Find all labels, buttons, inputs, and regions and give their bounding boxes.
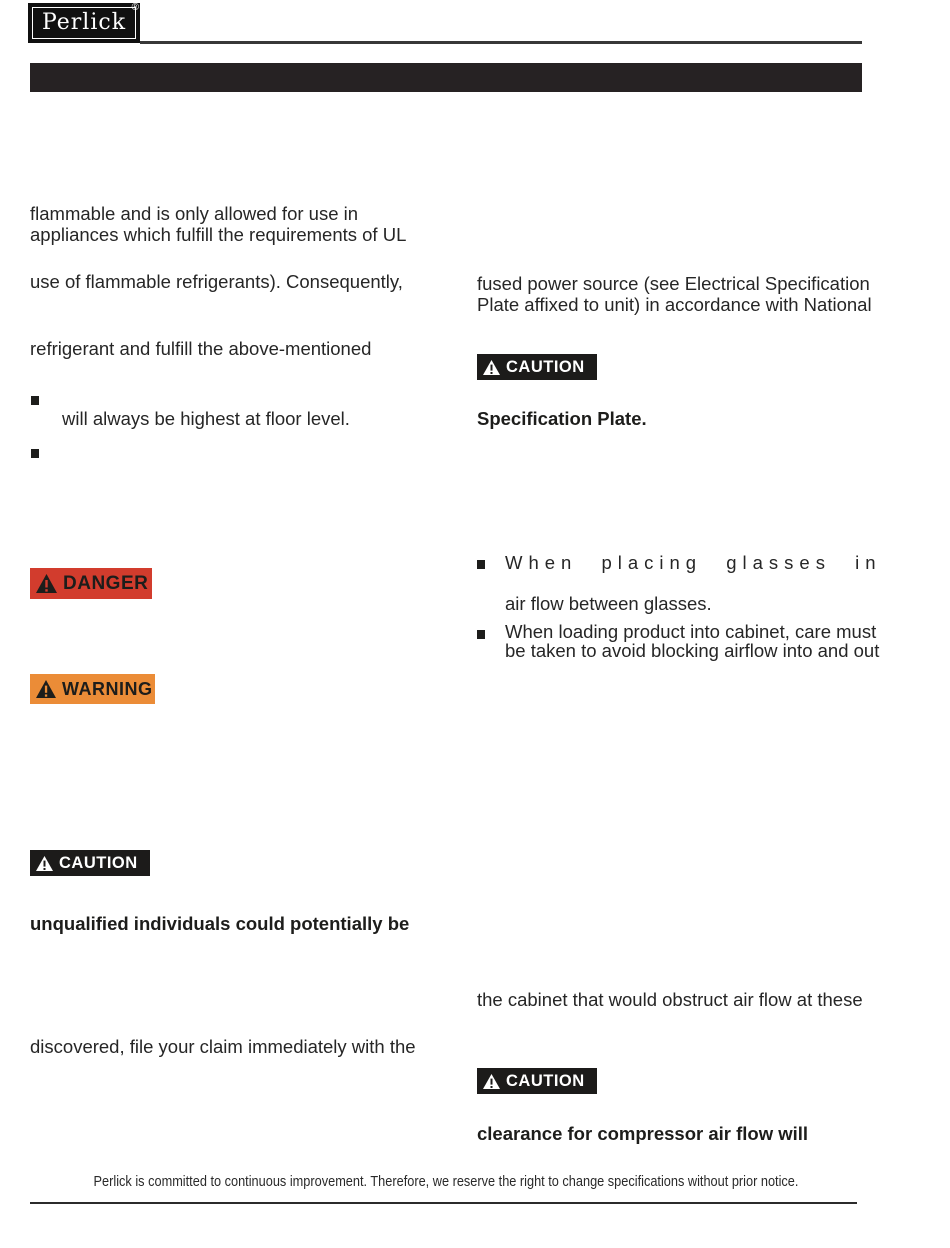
caution-label (30, 850, 150, 876)
text-line: the cabinet that would obstruct air flow at these (477, 989, 863, 1010)
bullet-text: When loading product into cabinet, care must (505, 621, 877, 642)
footer-disclaimer: Perlick is committed to continuous improvement. Therefore, we reserve the right to change specifications without prior notice. (93, 1173, 799, 1190)
caution-label-text: CAUTION (506, 357, 585, 376)
text-line: appliances which fulfill the requirements of UL (30, 224, 407, 245)
caution-label (477, 354, 597, 380)
safety-alert-triangle-icon (36, 856, 53, 871)
text-line: flammable and is only allowed for use in (30, 203, 359, 224)
header-rule (140, 41, 862, 44)
danger-label-text: DANGER (63, 572, 149, 594)
warning-label (30, 674, 155, 704)
safety-alert-triangle-icon (483, 1074, 500, 1089)
bullet-square-icon (477, 630, 485, 639)
bullet-square-icon (477, 560, 485, 569)
bold-text-line: unqualified individuals could potentially be (30, 913, 410, 934)
text-line: use of flammable refrigerants). Consequently, (30, 271, 403, 292)
bold-text-line: Specification Plate. (477, 408, 647, 429)
text-line: Plate affixed to unit) in accordance with National (477, 294, 872, 315)
footer-rule (30, 1202, 857, 1204)
safety-alert-triangle-icon (483, 360, 500, 375)
caution-label-text: CAUTION (59, 853, 138, 872)
registered-trademark-icon: ® (131, 2, 139, 13)
bullet-square-icon (31, 449, 39, 458)
bullet-text: will always be highest at floor level. (62, 408, 350, 429)
perlick-logo (28, 3, 140, 43)
section-header-bar (30, 63, 862, 92)
caution-label-text: CAUTION (506, 1071, 585, 1090)
bullet-text: air flow between glasses. (505, 593, 712, 614)
text-line: fused power source (see Electrical Specification (477, 273, 870, 294)
bullet-text: When placing glasses in (505, 552, 882, 573)
bullet-text: be taken to avoid blocking airflow into and out (505, 640, 880, 661)
safety-alert-triangle-icon (36, 680, 56, 698)
bold-text-line: clearance for compressor air flow will (477, 1123, 809, 1144)
caution-label (477, 1068, 597, 1094)
warning-label-text: WARNING (62, 678, 153, 699)
logo-wordmark: Perlick (41, 10, 127, 35)
logo-frame (32, 7, 136, 39)
safety-alert-triangle-icon (36, 574, 57, 593)
text-line: refrigerant and fulfill the above-mentioned (30, 338, 372, 359)
text-line: discovered, file your claim immediately with the (30, 1036, 416, 1057)
danger-label (30, 568, 152, 599)
bullet-square-icon (31, 396, 39, 405)
